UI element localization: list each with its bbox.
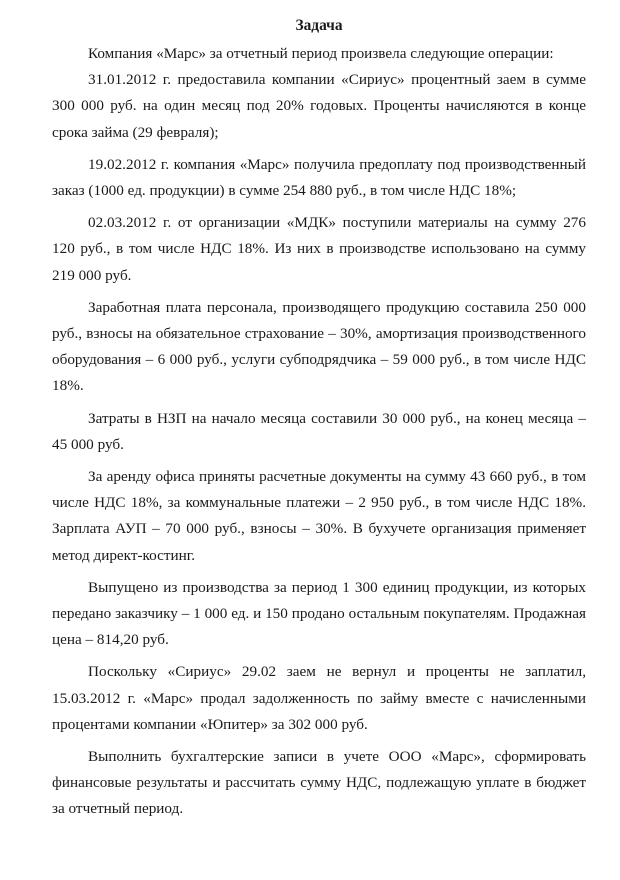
paragraph-rent: За аренду офиса приняты расчетные документы на сумму 43 660 руб., в том числе НДС 18%, за коммунальные платежи – 2 950 руб., в том числе НДС 18%. Зарплата АУП – 70 000 руб., взносы – 30%. В бухучете организация применяет метод директ-костинг. [52, 468, 586, 564]
paragraph-wip: Затраты в НЗП на начало месяца составили 30 000 руб., на конец месяца – 45 000 руб. [52, 409, 586, 453]
paragraph-salary: Заработная плата персонала, производящего продукцию составила 250 000 руб., взносы на обязательное страхование – 30%, амортизация производственного оборудования – 6 000 руб., услуги субподрядчика – 59 000 руб., в том числе НДС 18%. [52, 298, 586, 395]
paragraph-loan: 31.01.2012 г. предоставила компании «Сириус» процентный заем в сумме 300 000 руб. на один месяц под 20% годовых. Проценты начисляются в конце срока займа (29 февраля); [52, 71, 586, 141]
paragraph-materials: 02.03.2012 г. от организации «МДК» поступили материалы на сумму 276 120 руб., в том числе НДС 18%. Из них в производстве использовано на сумму 219 000 руб. [52, 214, 586, 284]
paragraph-output: Выпущено из производства за период 1 300 единиц продукции, из которых передано заказчику – 1 000 ед. и 150 продано остальным покупателям. Продажная цена – 814,20 руб. [52, 578, 586, 649]
paragraph-prepayment: 19.02.2012 г. компания «Марс» получила предоплату под производственный заказ (1000 ед. продукции) в сумме 254 880 руб., в том числе НДС 18%; [52, 155, 586, 200]
document-title: Задача [295, 17, 343, 34]
paragraph-debt-sale: Поскольку «Сириус» 29.02 заем не вернул и проценты не заплатил, 15.03.2012 г. «Марс» продал задолженность по займу вместе с начисленными процентами компании «Юпитер» за 302 000 руб. [52, 663, 586, 733]
paragraph-intro: Компания «Марс» за отчетный период произвела следующие операции: [88, 45, 554, 62]
paragraph-task: Выполнить бухгалтерские записи в учете ООО «Марс», сформировать финансовые результаты и рассчитать сумму НДС, подлежащую уплате в бюджет за отчетный период. [52, 748, 586, 818]
